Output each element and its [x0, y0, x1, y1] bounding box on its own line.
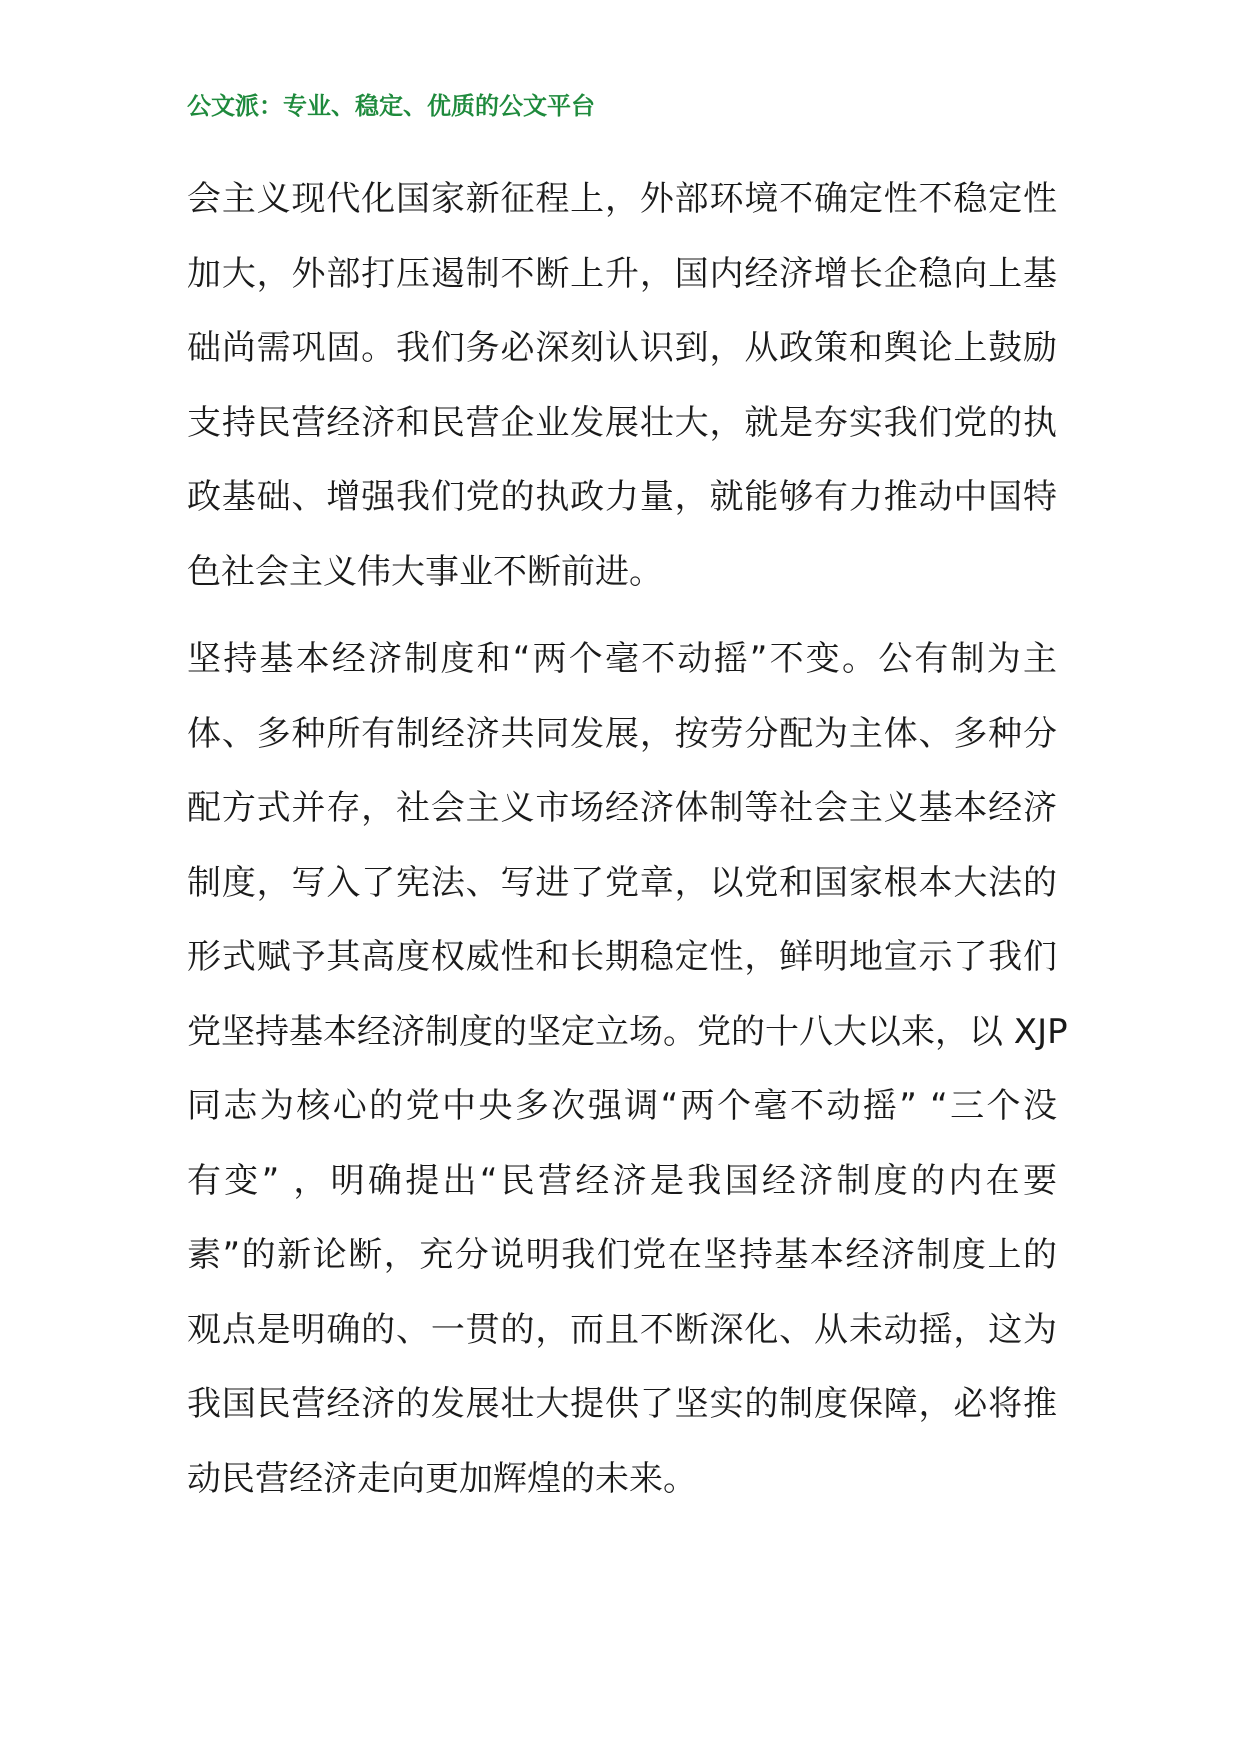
paragraph-line: 有变” ，明确提出“民营经济是我国经济制度的内在要	[187, 1160, 1057, 1201]
paragraph-line: 加大，外部打压遏制不断上升，国内经济增长企稳向上基	[187, 253, 1057, 294]
paragraph-line: 体、多种所有制经济共同发展，按劳分配为主体、多种分	[187, 713, 1057, 754]
paragraph-line: 色社会主义伟大事业不断前进。	[187, 551, 663, 592]
paragraph-line: 政基础、增强我们党的执政力量，就能够有力推动中国特	[187, 477, 1057, 517]
paragraph-line: 配方式并存，社会主义市场经济体制等社会主义基本经济	[187, 788, 1057, 828]
paragraph-line: 党坚持基本经济制度的坚定立场。党的十八大以来，以 XJP	[187, 1011, 1068, 1052]
paragraph-line: 动民营经济走向更加辉煌的未来。	[187, 1458, 697, 1499]
paragraph-line: 坚持基本经济制度和“两个毫不动摇”不变。公有制为主	[187, 639, 1057, 679]
paragraph-1	[187, 162, 1057, 609]
paragraph-2	[187, 622, 1068, 1516]
paragraph-line: 同志为核心的党中央多次强调“两个毫不动摇” “三个没	[187, 1086, 1057, 1126]
paragraph-line: 形式赋予其高度权威性和长期稳定性，鲜明地宣示了我们	[187, 937, 1057, 977]
paragraph-line: 础尚需巩固。我们务必深刻认识到，从政策和舆论上鼓励	[187, 328, 1057, 368]
paragraph-line: 支持民营经济和民营企业发展壮大，就是夯实我们党的执	[187, 402, 1057, 443]
paragraph-line: 素”的新论断，充分说明我们党在坚持基本经济制度上的	[187, 1235, 1057, 1275]
paragraph-line: 观点是明确的、一贯的，而且不断深化、从未动摇，这为	[187, 1309, 1057, 1350]
paragraph-line: 制度，写入了宪法、写进了党章，以党和国家根本大法的	[187, 862, 1057, 903]
paragraph-line: 会主义现代化国家新征程上，外部环境不确定性不稳定性	[187, 179, 1057, 219]
paragraph-line: 我国民营经济的发展壮大提供了坚实的制度保障，必将推	[187, 1384, 1057, 1424]
header-banner: 公文派：专业、稳定、优质的公文平台	[187, 92, 595, 120]
